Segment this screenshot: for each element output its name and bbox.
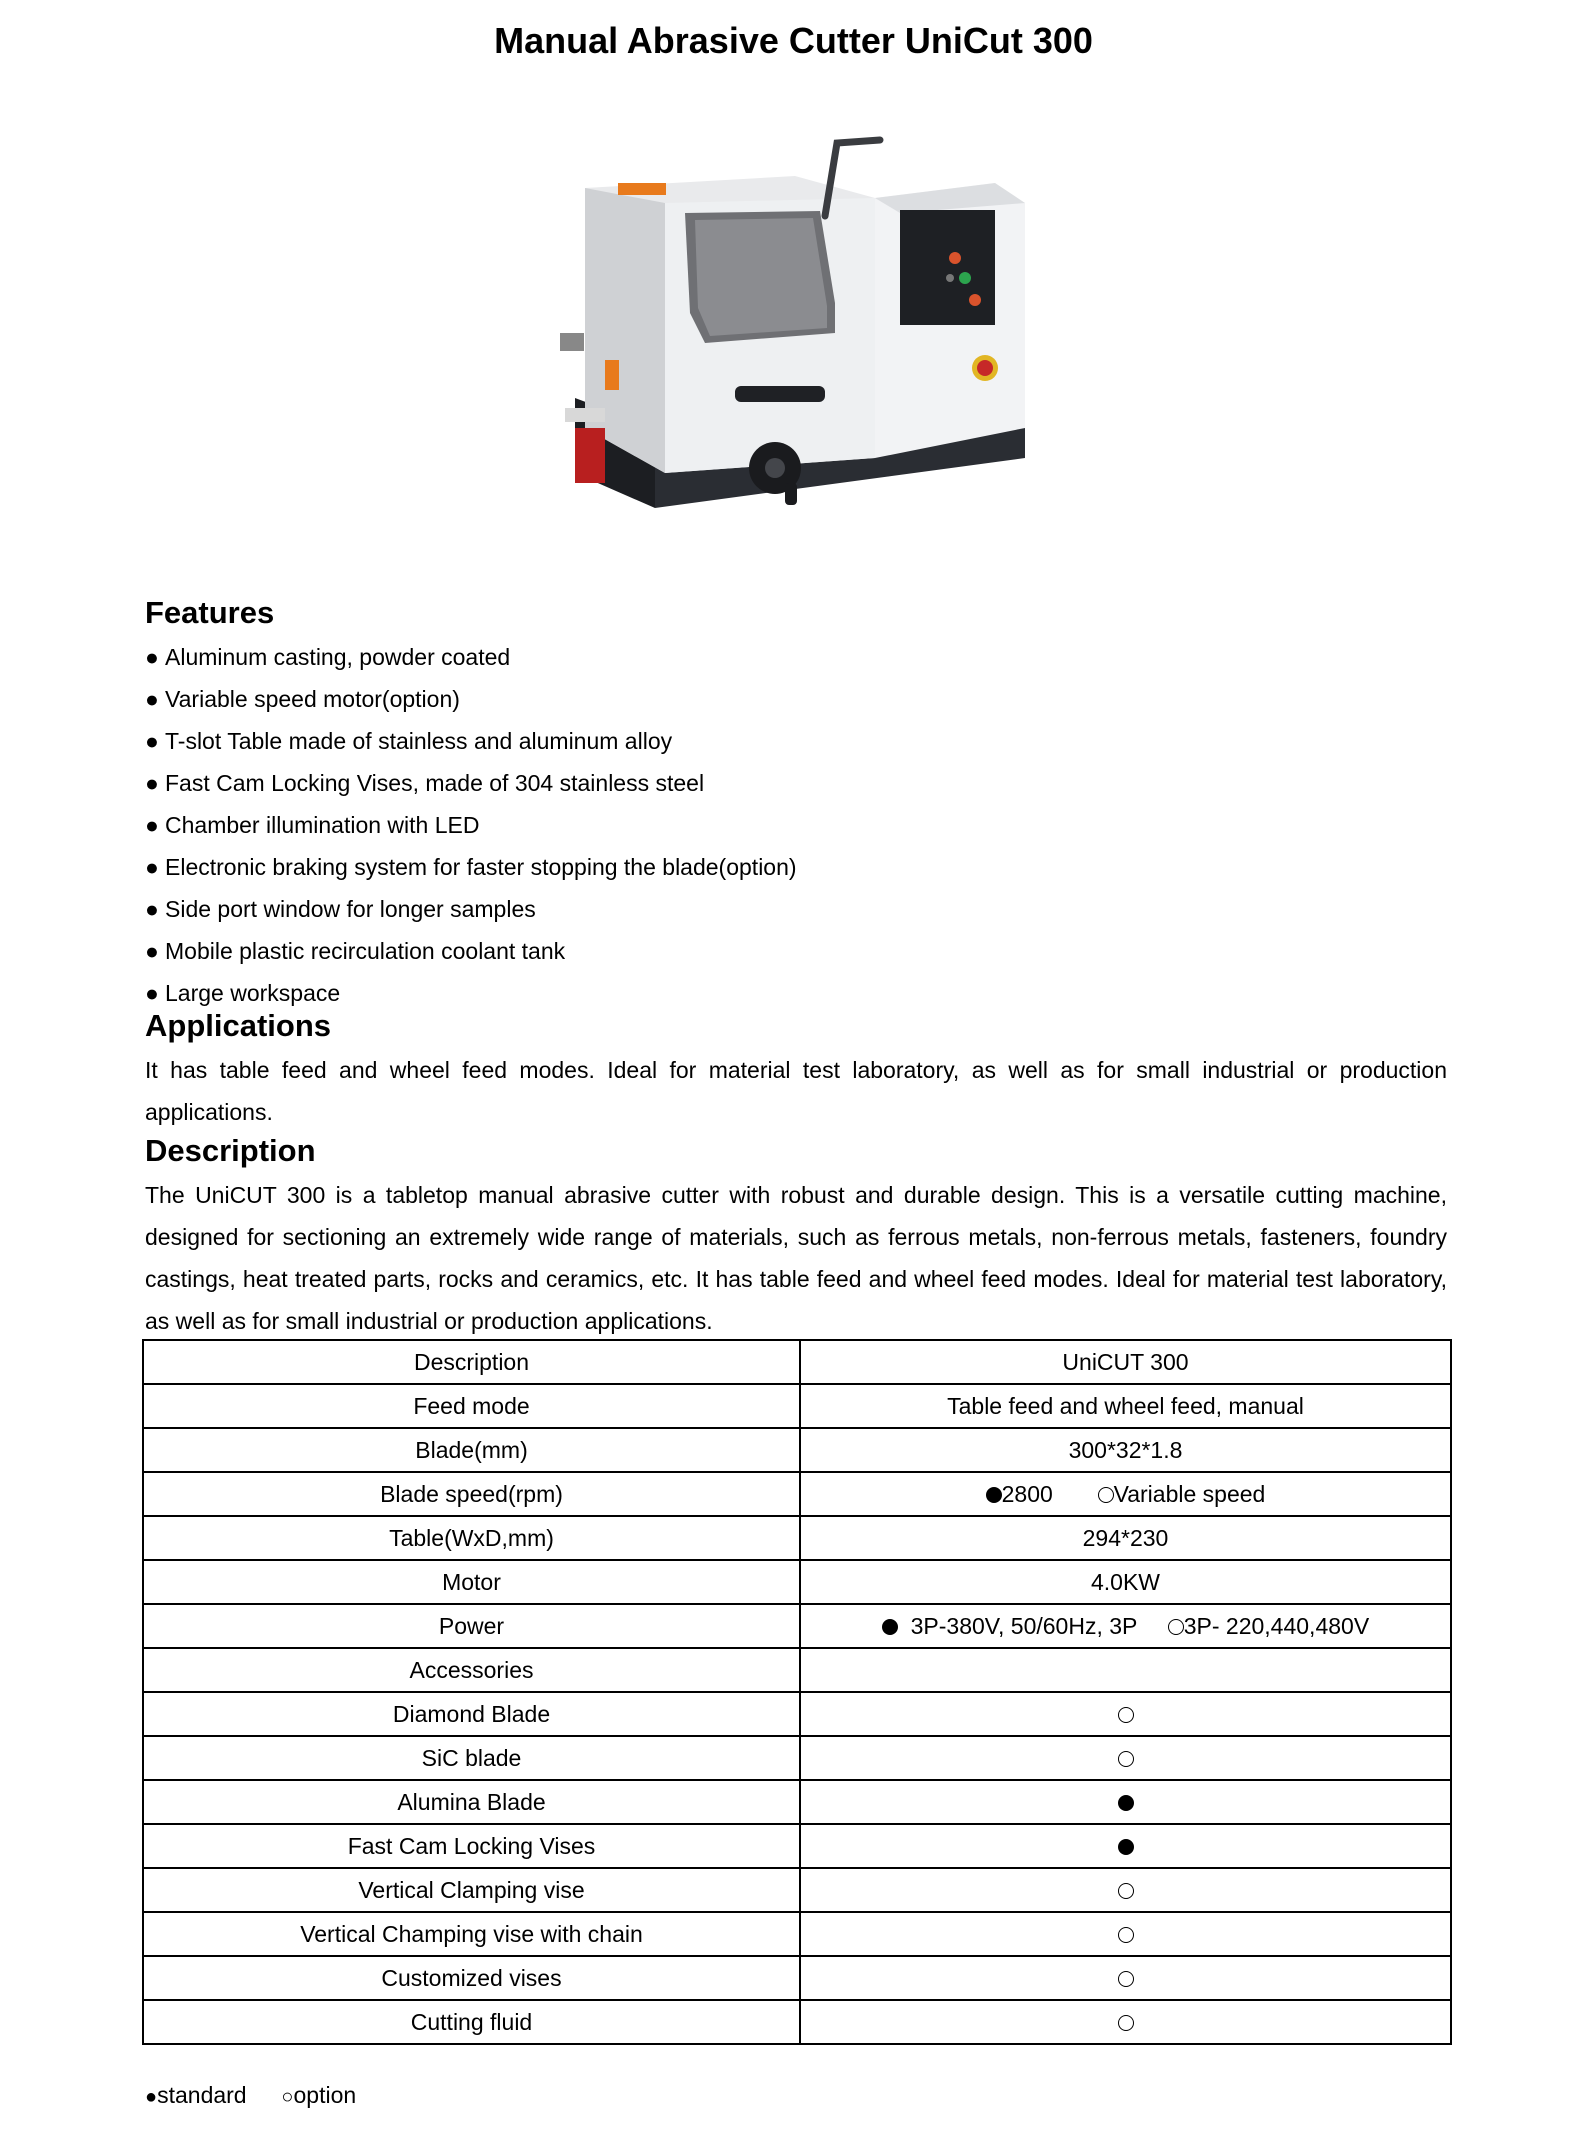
row-value [800, 1956, 1451, 2000]
features-heading: Features [145, 595, 275, 630]
table-row [143, 2000, 1451, 2044]
bullet-icon: ● [145, 644, 159, 670]
list-item: ● T-slot Table made of stainless and aluminum alloy [145, 720, 1447, 762]
row-value [800, 1736, 1451, 1780]
list-item: ● Variable speed motor(option) [145, 678, 1447, 720]
standard-dot-icon [882, 1619, 898, 1635]
table-row [143, 1824, 1451, 1868]
table-row [143, 1956, 1451, 2000]
row-value [800, 1692, 1451, 1736]
standard-dot-icon [1118, 1839, 1134, 1855]
row-value: 2800 Variable speed [800, 1472, 1451, 1516]
table-row [143, 1428, 1451, 1472]
option-circle-icon [1118, 1707, 1134, 1723]
row-label: Power [143, 1604, 800, 1648]
bullet-icon: ● [145, 686, 159, 712]
table-row [143, 1912, 1451, 1956]
row-label: Motor [143, 1560, 800, 1604]
table-row [143, 1472, 1451, 1516]
features-section [145, 590, 1447, 1014]
legend-standard-label: standard [157, 2082, 247, 2108]
option-circle-icon [1118, 2015, 1134, 2031]
description-text: The UniCUT 300 is a tabletop manual abrasive cutter with robust and durable design. This is a versatile cutting machine, designed for sectioning an extremely wide range of materials, such as ferrous metals, non-ferrous metals, fasteners, foundry castings, heat treated parts, rocks and ceramics, etc. It has table feed and wheel feed modes. Ideal for material test laboratory, as well as for small industrial or production applications. [145, 1182, 1447, 1334]
applications-text: It has table feed and wheel feed modes. Ideal for material test laboratory, as well as for small industrial or production applications. [145, 1057, 1447, 1125]
page-title: Manual Abrasive Cutter UniCut 300 [494, 20, 1093, 61]
list-item: ● Side port window for longer samples [145, 888, 1447, 930]
list-item: ● Large workspace [145, 972, 1447, 1014]
option-circle-icon [1118, 1927, 1134, 1943]
row-value: UniCUT 300 [800, 1340, 1451, 1384]
row-label: Blade(mm) [143, 1428, 800, 1472]
table-row [143, 1340, 1451, 1384]
row-label: Feed mode [143, 1384, 800, 1428]
bullet-icon: ● [145, 854, 159, 880]
row-label: Vertical Champing vise with chain [143, 1912, 800, 1956]
row-label: Table(WxD,mm) [143, 1516, 800, 1560]
row-label: SiC blade [143, 1736, 800, 1780]
list-item: ● Fast Cam Locking Vises, made of 304 stainless steel [145, 762, 1447, 804]
features-list [145, 636, 1447, 1014]
option-circle-icon [1118, 1883, 1134, 1899]
row-value: 4.0KW [800, 1560, 1451, 1604]
row-label: Fast Cam Locking Vises [143, 1824, 800, 1868]
list-item: ● Electronic braking system for faster stopping the blade(option) [145, 846, 1447, 888]
row-label: Customized vises [143, 1956, 800, 2000]
standard-dot-icon [986, 1487, 1002, 1503]
option-circle-icon [1168, 1619, 1184, 1635]
row-value [800, 1824, 1451, 1868]
row-value [800, 1868, 1451, 1912]
standard-dot-icon: ● [145, 2086, 158, 2108]
table-row [143, 1648, 1451, 1692]
table-row [143, 1604, 1451, 1648]
applications-section [145, 1003, 1447, 1133]
list-item: ● Chamber illumination with LED [145, 804, 1447, 846]
table-row [143, 1516, 1451, 1560]
row-label: Blade speed(rpm) [143, 1472, 800, 1516]
table-row [143, 1780, 1451, 1824]
row-label: Accessories [143, 1648, 800, 1692]
bullet-icon: ● [145, 938, 159, 964]
option-circle-icon [1118, 1751, 1134, 1767]
table-row [143, 1560, 1451, 1604]
option-circle-icon [1098, 1487, 1114, 1503]
row-label: Description [143, 1340, 800, 1384]
row-value: Table feed and wheel feed, manual [800, 1384, 1451, 1428]
row-value: 294*230 [800, 1516, 1451, 1560]
table-row [143, 1736, 1451, 1780]
table-row [143, 1868, 1451, 1912]
description-heading: Description [145, 1133, 316, 1168]
bullet-icon: ● [145, 896, 159, 922]
row-value: 3P-380V, 50/60Hz, 3P 3P- 220,440,480V [800, 1604, 1451, 1648]
standard-dot-icon [1118, 1795, 1134, 1811]
table-row [143, 1692, 1451, 1736]
option-circle-icon: ○ [281, 2086, 294, 2108]
spec-table [142, 1339, 1452, 2045]
row-label: Diamond Blade [143, 1692, 800, 1736]
list-item: ● Aluminum casting, powder coated [145, 636, 1447, 678]
row-value [800, 1780, 1451, 1824]
product-image [555, 128, 1035, 528]
row-label: Alumina Blade [143, 1780, 800, 1824]
row-label: Vertical Clamping vise [143, 1868, 800, 1912]
row-value [800, 2000, 1451, 2044]
bullet-icon: ● [145, 980, 159, 1006]
legend [145, 2082, 356, 2109]
applications-heading: Applications [145, 1008, 332, 1043]
row-label: Cutting fluid [143, 2000, 800, 2044]
option-circle-icon [1118, 1971, 1134, 1987]
legend-option-label: option [293, 2082, 357, 2108]
row-value: 300*32*1.8 [800, 1428, 1451, 1472]
list-item: ● Mobile plastic recirculation coolant tank [145, 930, 1447, 972]
row-value [800, 1648, 1451, 1692]
bullet-icon: ● [145, 770, 159, 796]
bullet-icon: ● [145, 812, 159, 838]
description-section [145, 1128, 1447, 1342]
row-value [800, 1912, 1451, 1956]
table-row [143, 1384, 1451, 1428]
bullet-icon: ● [145, 728, 159, 754]
